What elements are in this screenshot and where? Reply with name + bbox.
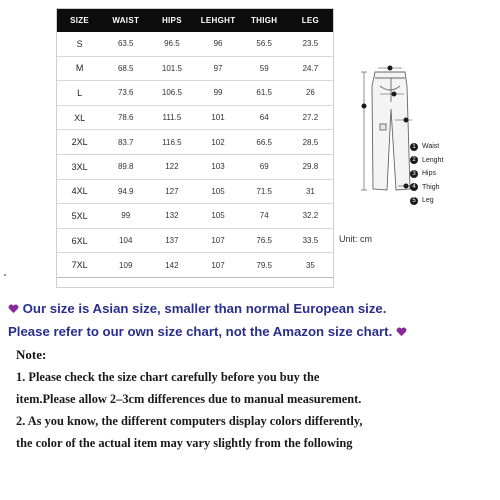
marker-3 bbox=[392, 92, 397, 97]
header-leg: LEG bbox=[287, 9, 333, 32]
table-cell: 97 bbox=[195, 56, 241, 81]
table-cell: XL bbox=[57, 105, 103, 130]
table-cell: 66.5 bbox=[241, 130, 287, 155]
table-body bbox=[57, 32, 334, 278]
size-chart-table bbox=[56, 8, 334, 278]
table-cell: 83.7 bbox=[103, 130, 149, 155]
table-cell: 63.5 bbox=[103, 32, 149, 57]
table-row bbox=[57, 105, 334, 130]
legend-item bbox=[410, 154, 490, 168]
marker-4 bbox=[404, 118, 409, 123]
table-cell: 31 bbox=[287, 179, 333, 204]
size-chart-notice bbox=[8, 324, 498, 339]
table-row bbox=[57, 32, 334, 57]
marker-5 bbox=[404, 184, 409, 189]
table-cell: 56.5 bbox=[241, 32, 287, 57]
table-cell: 102 bbox=[195, 130, 241, 155]
heart-icon bbox=[8, 304, 19, 314]
table-cell: 105 bbox=[195, 179, 241, 204]
table-row bbox=[57, 253, 334, 278]
table-cell: 94.9 bbox=[103, 179, 149, 204]
table-cell: 27.2 bbox=[287, 105, 333, 130]
table-cell: 107 bbox=[195, 253, 241, 278]
table-row bbox=[57, 56, 334, 81]
table-row bbox=[57, 228, 334, 253]
header-size: SIZE bbox=[57, 9, 103, 32]
header-waist: WAIST bbox=[103, 9, 149, 32]
table-cell: 69 bbox=[241, 154, 287, 179]
table-cell: 32.2 bbox=[287, 204, 333, 229]
asian-size-text: Our size is Asian size, smaller than normal European size. bbox=[22, 301, 387, 316]
legend-number: 3 bbox=[410, 170, 418, 178]
legend-label: Thigh bbox=[422, 183, 440, 191]
marker-1 bbox=[388, 66, 393, 71]
legend-number: 4 bbox=[410, 183, 418, 191]
table-cell: 76.5 bbox=[241, 228, 287, 253]
table-cell: L bbox=[57, 81, 103, 106]
table-cell: 96 bbox=[195, 32, 241, 57]
legend-label: Leg bbox=[422, 197, 434, 205]
table-cell: 103 bbox=[195, 154, 241, 179]
table-cell: 122 bbox=[149, 154, 195, 179]
asian-size-notice bbox=[8, 301, 498, 316]
table-cell: 109 bbox=[103, 253, 149, 278]
table-row bbox=[57, 81, 334, 106]
table-cell: 71.5 bbox=[241, 179, 287, 204]
table-cell: 127 bbox=[149, 179, 195, 204]
legend-item bbox=[410, 167, 490, 181]
table-cell: 78.6 bbox=[103, 105, 149, 130]
header-hips: HIPS bbox=[149, 9, 195, 32]
legend-number: 5 bbox=[410, 197, 418, 205]
pants-illustration bbox=[372, 72, 410, 190]
legend-item bbox=[410, 181, 490, 195]
table-cell: S bbox=[57, 32, 103, 57]
size-chart-text: Please refer to our own size chart, not the Amazon size chart. bbox=[8, 324, 393, 339]
table-cell: 33.5 bbox=[287, 228, 333, 253]
table-cell: 106.5 bbox=[149, 81, 195, 106]
table-cell: 104 bbox=[103, 228, 149, 253]
table-cell: 64 bbox=[241, 105, 287, 130]
table-header-row bbox=[57, 9, 334, 32]
table-row bbox=[57, 204, 334, 229]
legend-item bbox=[410, 140, 490, 154]
table-cell: 107 bbox=[195, 228, 241, 253]
table-cell: 7XL bbox=[57, 253, 103, 278]
legend-label: Hips bbox=[422, 170, 437, 178]
table-cell: 132 bbox=[149, 204, 195, 229]
table-cell: 79.5 bbox=[241, 253, 287, 278]
header-length: LEHGHT bbox=[195, 9, 241, 32]
table-cell: 23.5 bbox=[287, 32, 333, 57]
table-cell: 4XL bbox=[57, 179, 103, 204]
note-line-4: the color of the actual item may vary slightly from the following bbox=[16, 436, 353, 450]
legend-label: Waist bbox=[422, 143, 440, 151]
table-cell: 28.5 bbox=[287, 130, 333, 155]
table-cell: 99 bbox=[103, 204, 149, 229]
table-cell: 5XL bbox=[57, 204, 103, 229]
header-thigh: THIGH bbox=[241, 9, 287, 32]
table-cell: 59 bbox=[241, 56, 287, 81]
marker-2 bbox=[362, 104, 367, 109]
legend-number: 1 bbox=[410, 143, 418, 151]
table-cell: 73.6 bbox=[103, 81, 149, 106]
legend-label: Lenght bbox=[422, 156, 444, 164]
table-cell: 24.7 bbox=[287, 56, 333, 81]
note-line-3: 2. As you know, the different computers display colors differently, bbox=[16, 414, 363, 428]
table-cell: 26 bbox=[287, 81, 333, 106]
note-title: Note: bbox=[16, 347, 47, 362]
table-row bbox=[57, 154, 334, 179]
note-line-1: 1. Please check the size chart carefully before you buy the bbox=[16, 370, 320, 384]
table-cell: 101.5 bbox=[149, 56, 195, 81]
table-cell: 137 bbox=[149, 228, 195, 253]
stray-dot bbox=[4, 274, 6, 276]
table-cell: 6XL bbox=[57, 228, 103, 253]
table-cell: 105 bbox=[195, 204, 241, 229]
table-cell: 35 bbox=[287, 253, 333, 278]
table-row bbox=[57, 179, 334, 204]
table-cell: 101 bbox=[195, 105, 241, 130]
heart-icon bbox=[396, 327, 407, 337]
table-cell: 142 bbox=[149, 253, 195, 278]
table-cell: 3XL bbox=[57, 154, 103, 179]
legend-item bbox=[410, 194, 490, 208]
diagram-legend bbox=[410, 140, 490, 208]
table-cell: 61.5 bbox=[241, 81, 287, 106]
table-cell: 74 bbox=[241, 204, 287, 229]
table-cell: M bbox=[57, 56, 103, 81]
table-cell: 2XL bbox=[57, 130, 103, 155]
note-line-2: item.Please allow 2–3cm differences due to manual measurement. bbox=[16, 392, 362, 406]
table-cell: 99 bbox=[195, 81, 241, 106]
table-cell: 29.8 bbox=[287, 154, 333, 179]
legend-number: 2 bbox=[410, 156, 418, 164]
table-cell: 96.5 bbox=[149, 32, 195, 57]
table-cell: 68.5 bbox=[103, 56, 149, 81]
table-row bbox=[57, 130, 334, 155]
table-cell: 111.5 bbox=[149, 105, 195, 130]
table-cell: 89.8 bbox=[103, 154, 149, 179]
table-cell: 116.5 bbox=[149, 130, 195, 155]
unit-label: Unit: cm bbox=[339, 234, 373, 244]
